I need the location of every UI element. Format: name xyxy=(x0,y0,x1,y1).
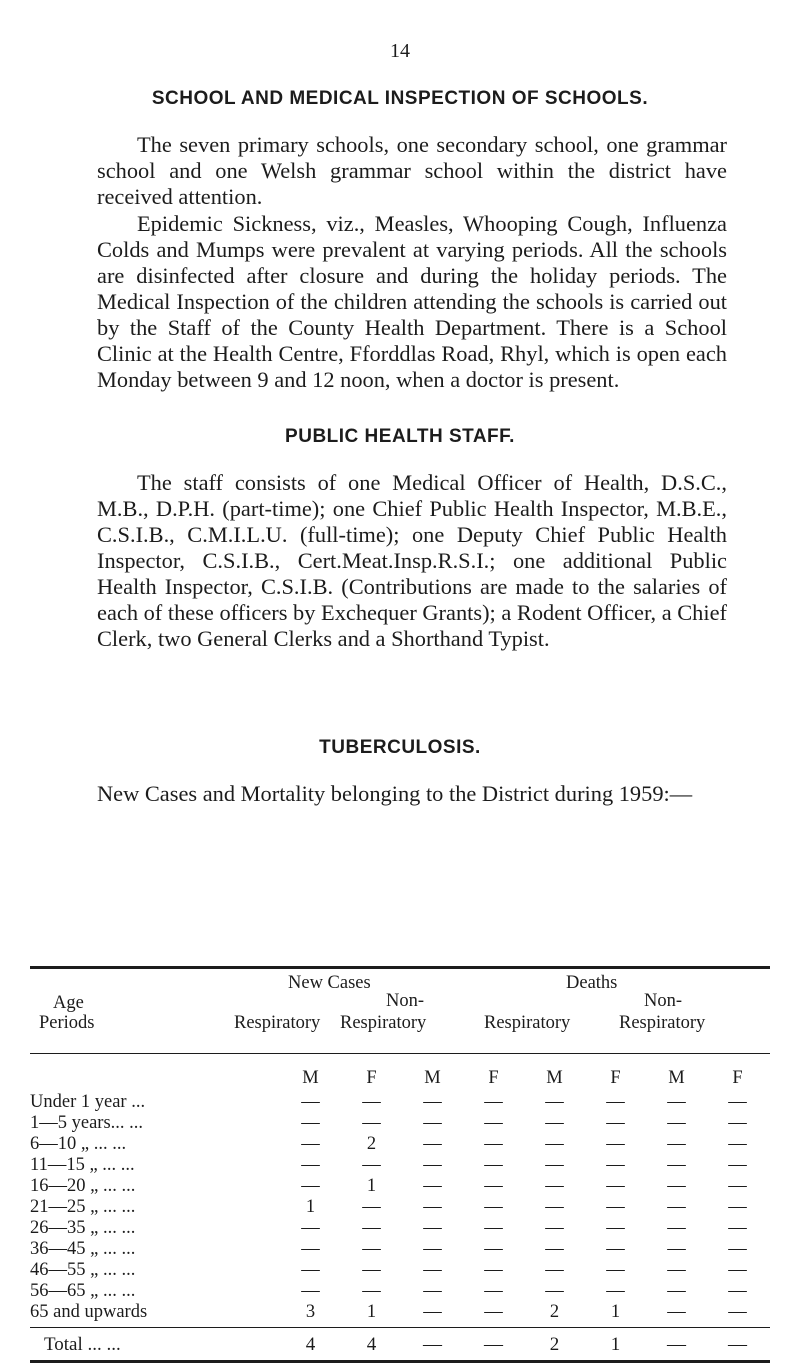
total-cell: 4 xyxy=(366,1334,377,1355)
table-cell: — xyxy=(545,1218,564,1238)
table-row xyxy=(30,1176,770,1197)
table-cell: — xyxy=(728,1239,747,1259)
table-cell: — xyxy=(362,1155,381,1175)
table-cell: 1 xyxy=(610,1302,621,1322)
table-cell: — xyxy=(484,1281,503,1301)
row-label: 11—15 „ ... ... xyxy=(30,1155,135,1175)
table-cell: — xyxy=(728,1197,747,1217)
staff-paragraph xyxy=(97,470,727,652)
table-cell: — xyxy=(667,1134,686,1154)
public-health-staff-heading: PUBLIC HEALTH STAFF. xyxy=(285,426,515,447)
total-cell: — xyxy=(728,1334,747,1355)
table-cell: — xyxy=(606,1197,625,1217)
table-cell: 2 xyxy=(366,1134,377,1154)
non-header-1: Non- xyxy=(386,991,425,1011)
page-number: 14 xyxy=(390,40,410,62)
row-label: 26—35 „ ... ... xyxy=(30,1218,136,1238)
table-cell: — xyxy=(484,1092,503,1112)
table-cell: — xyxy=(667,1260,686,1280)
table-cell: 3 xyxy=(305,1302,316,1322)
table-cell: — xyxy=(301,1176,320,1196)
table-cell: — xyxy=(728,1155,747,1175)
table-cell: — xyxy=(667,1281,686,1301)
row-label: Under 1 year ... xyxy=(30,1092,146,1112)
table-cell: — xyxy=(301,1239,320,1259)
row-label: 16—20 „ ... ... xyxy=(30,1176,136,1196)
table-row xyxy=(30,1218,770,1239)
table-cell: — xyxy=(667,1113,686,1133)
school-inspection-heading: SCHOOL AND MEDICAL INSPECTION OF SCHOOLS. xyxy=(151,88,649,109)
total-cell: — xyxy=(484,1334,503,1355)
row-label: 56—65 „ ... ... xyxy=(30,1281,136,1301)
epidemic-paragraph-text: Epidemic Sickness, viz., Measles, Whooping Cough, Influenza Colds and Mumps were prevalent at varying periods. All the schools are disinfected after closure and during the holiday periods. The Medical Inspection of the children attending the schools is carried out by the Staff of the County Health Department. There is a School Clinic at the Health Centre, Fforddlas Road, Rhyl, which is open each Monday between 9 and 12 noon, when a doctor is present. xyxy=(97,211,727,392)
table-cell: — xyxy=(606,1113,625,1133)
table-row xyxy=(30,1155,770,1176)
table-cell: 1 xyxy=(366,1302,377,1322)
table-row xyxy=(30,1113,770,1134)
table-cell: — xyxy=(606,1260,625,1280)
table-cell: — xyxy=(728,1176,747,1196)
table-cell: — xyxy=(301,1113,320,1133)
table-cell: — xyxy=(545,1176,564,1196)
sex-label: F xyxy=(366,1068,377,1088)
deaths-header: Deaths xyxy=(566,973,618,993)
table-row xyxy=(30,1134,770,1155)
table-cell: — xyxy=(545,1092,564,1112)
table-body xyxy=(30,1092,770,1323)
table-cell: — xyxy=(362,1260,381,1280)
table-row xyxy=(30,1260,770,1281)
total-cell: — xyxy=(423,1334,442,1355)
table-cell: — xyxy=(728,1092,747,1112)
table-cell: — xyxy=(667,1239,686,1259)
sex-header-row xyxy=(30,1068,770,1092)
table-cell: 1 xyxy=(305,1197,316,1217)
table-cell: — xyxy=(667,1302,686,1322)
epidemic-paragraph xyxy=(97,211,727,393)
table-cell: — xyxy=(484,1134,503,1154)
table-cell: — xyxy=(362,1218,381,1238)
table-cell: — xyxy=(484,1197,503,1217)
table-cell: — xyxy=(667,1197,686,1217)
new-respiratory-header: Respiratory xyxy=(234,1013,321,1033)
table-row xyxy=(30,1302,770,1323)
table-row xyxy=(30,1092,770,1113)
table-cell: — xyxy=(484,1218,503,1238)
new-cases-header: New Cases xyxy=(288,973,371,993)
row-label: 36—45 „ ... ... xyxy=(30,1239,136,1259)
table-cell: — xyxy=(606,1239,625,1259)
new-nonrespiratory-header: Respiratory xyxy=(340,1013,427,1033)
periods-header: Periods xyxy=(39,1013,95,1033)
table-cell: — xyxy=(423,1302,442,1322)
deaths-respiratory-header: Respiratory xyxy=(484,1013,571,1033)
table-cell: — xyxy=(362,1113,381,1133)
age-header: Age xyxy=(53,993,84,1013)
table-row xyxy=(30,1197,770,1218)
table-cell: — xyxy=(728,1302,747,1322)
sex-label: M xyxy=(546,1068,563,1088)
row-label: 1—5 years... ... xyxy=(30,1113,144,1133)
table-cell: — xyxy=(606,1281,625,1301)
table-cell: — xyxy=(301,1155,320,1175)
table-cell: — xyxy=(545,1239,564,1259)
table-cell: — xyxy=(423,1197,442,1217)
table-cell: — xyxy=(423,1134,442,1154)
sex-label: M xyxy=(668,1068,685,1088)
sex-label: F xyxy=(488,1068,499,1088)
non-header-2: Non- xyxy=(644,991,683,1011)
sex-label: F xyxy=(732,1068,743,1088)
staff-paragraph-text: The staff consists of one Medical Officer of Health, D.S.C., M.B., D.P.H. (part-time); one Chief Public Health Inspector, M.B.E., C.S.I.B., C.M.I.L.U. (full-time); one Deputy Chief Public Health Inspector, C.S.I.B., Cert.Meat.Insp.R.S.I.; one additional Public Health Inspector, C.S.I.B. (Contributions are made to the salaries of each of these officers by Exchequer Grants); a Rodent Officer, a Chief Clerk, two General Clerks and a Shorthand Typist. xyxy=(97,470,727,651)
table-cell: — xyxy=(484,1260,503,1280)
table-cell: — xyxy=(301,1134,320,1154)
total-row xyxy=(30,1330,770,1360)
table-cell: — xyxy=(545,1197,564,1217)
table-cell: 1 xyxy=(366,1176,377,1196)
table-cell: — xyxy=(362,1092,381,1112)
table-cell: — xyxy=(667,1155,686,1175)
table-cell: — xyxy=(728,1218,747,1238)
total-cell: — xyxy=(667,1334,686,1355)
header-rule xyxy=(30,1053,770,1054)
total-cell: 1 xyxy=(610,1334,621,1355)
table-cell: — xyxy=(484,1155,503,1175)
table-cell: — xyxy=(667,1218,686,1238)
table-cell: — xyxy=(545,1113,564,1133)
table-cell: — xyxy=(362,1281,381,1301)
table-cell: — xyxy=(362,1197,381,1217)
table-cell: — xyxy=(423,1218,442,1238)
table-cell: — xyxy=(545,1281,564,1301)
tb-intro-paragraph xyxy=(97,781,727,807)
table-cell: — xyxy=(484,1113,503,1133)
sex-label: F xyxy=(610,1068,621,1088)
table-cell: — xyxy=(301,1260,320,1280)
table-cell: — xyxy=(667,1176,686,1196)
table-cell: — xyxy=(423,1155,442,1175)
table-cell: — xyxy=(728,1134,747,1154)
table-cell: — xyxy=(423,1176,442,1196)
schools-paragraph-text: The seven primary schools, one secondary school, one grammar school and one Welsh grammar school within the district have received attention. xyxy=(97,132,727,209)
table-cell: — xyxy=(606,1176,625,1196)
table-cell: — xyxy=(423,1281,442,1301)
tuberculosis-heading: TUBERCULOSIS. xyxy=(319,737,481,758)
table-header xyxy=(30,969,770,1053)
table-cell: — xyxy=(606,1218,625,1238)
table-cell: — xyxy=(728,1281,747,1301)
table-cell: — xyxy=(606,1092,625,1112)
table-cell: — xyxy=(606,1134,625,1154)
table-cell: — xyxy=(362,1239,381,1259)
row-label: 46—55 „ ... ... xyxy=(30,1260,136,1280)
sex-label: M xyxy=(424,1068,441,1088)
table-cell: 2 xyxy=(549,1302,560,1322)
table-cell: — xyxy=(545,1134,564,1154)
table-cell: — xyxy=(545,1155,564,1175)
table-cell: — xyxy=(667,1092,686,1112)
tb-intro-text: New Cases and Mortality belonging to the District during 1959:— xyxy=(97,781,693,806)
deaths-nonrespiratory-header: Respiratory xyxy=(619,1013,706,1033)
table-cell: — xyxy=(728,1260,747,1280)
sex-label: M xyxy=(302,1068,319,1088)
schools-paragraph xyxy=(97,132,727,210)
tuberculosis-table xyxy=(30,966,770,1363)
row-label: 21—25 „ ... ... xyxy=(30,1197,136,1217)
table-cell: — xyxy=(728,1113,747,1133)
total-cell: 2 xyxy=(549,1334,560,1355)
table-cell: — xyxy=(484,1302,503,1322)
table-cell: — xyxy=(606,1155,625,1175)
row-label: 65 and upwards xyxy=(30,1302,148,1322)
table-cell: — xyxy=(301,1218,320,1238)
table-cell: — xyxy=(301,1281,320,1301)
table-row xyxy=(30,1239,770,1260)
table-cell: — xyxy=(423,1239,442,1259)
table-cell: — xyxy=(423,1113,442,1133)
table-cell: — xyxy=(301,1092,320,1112)
row-label: 6—10 „ ... ... xyxy=(30,1134,127,1154)
table-cell: — xyxy=(423,1260,442,1280)
table-row xyxy=(30,1281,770,1302)
table-cell: — xyxy=(545,1260,564,1280)
total-label: Total ... ... xyxy=(44,1334,121,1355)
total-cell: 4 xyxy=(305,1334,316,1355)
table-cell: — xyxy=(484,1176,503,1196)
table-cell: — xyxy=(484,1239,503,1259)
table-cell: — xyxy=(423,1092,442,1112)
